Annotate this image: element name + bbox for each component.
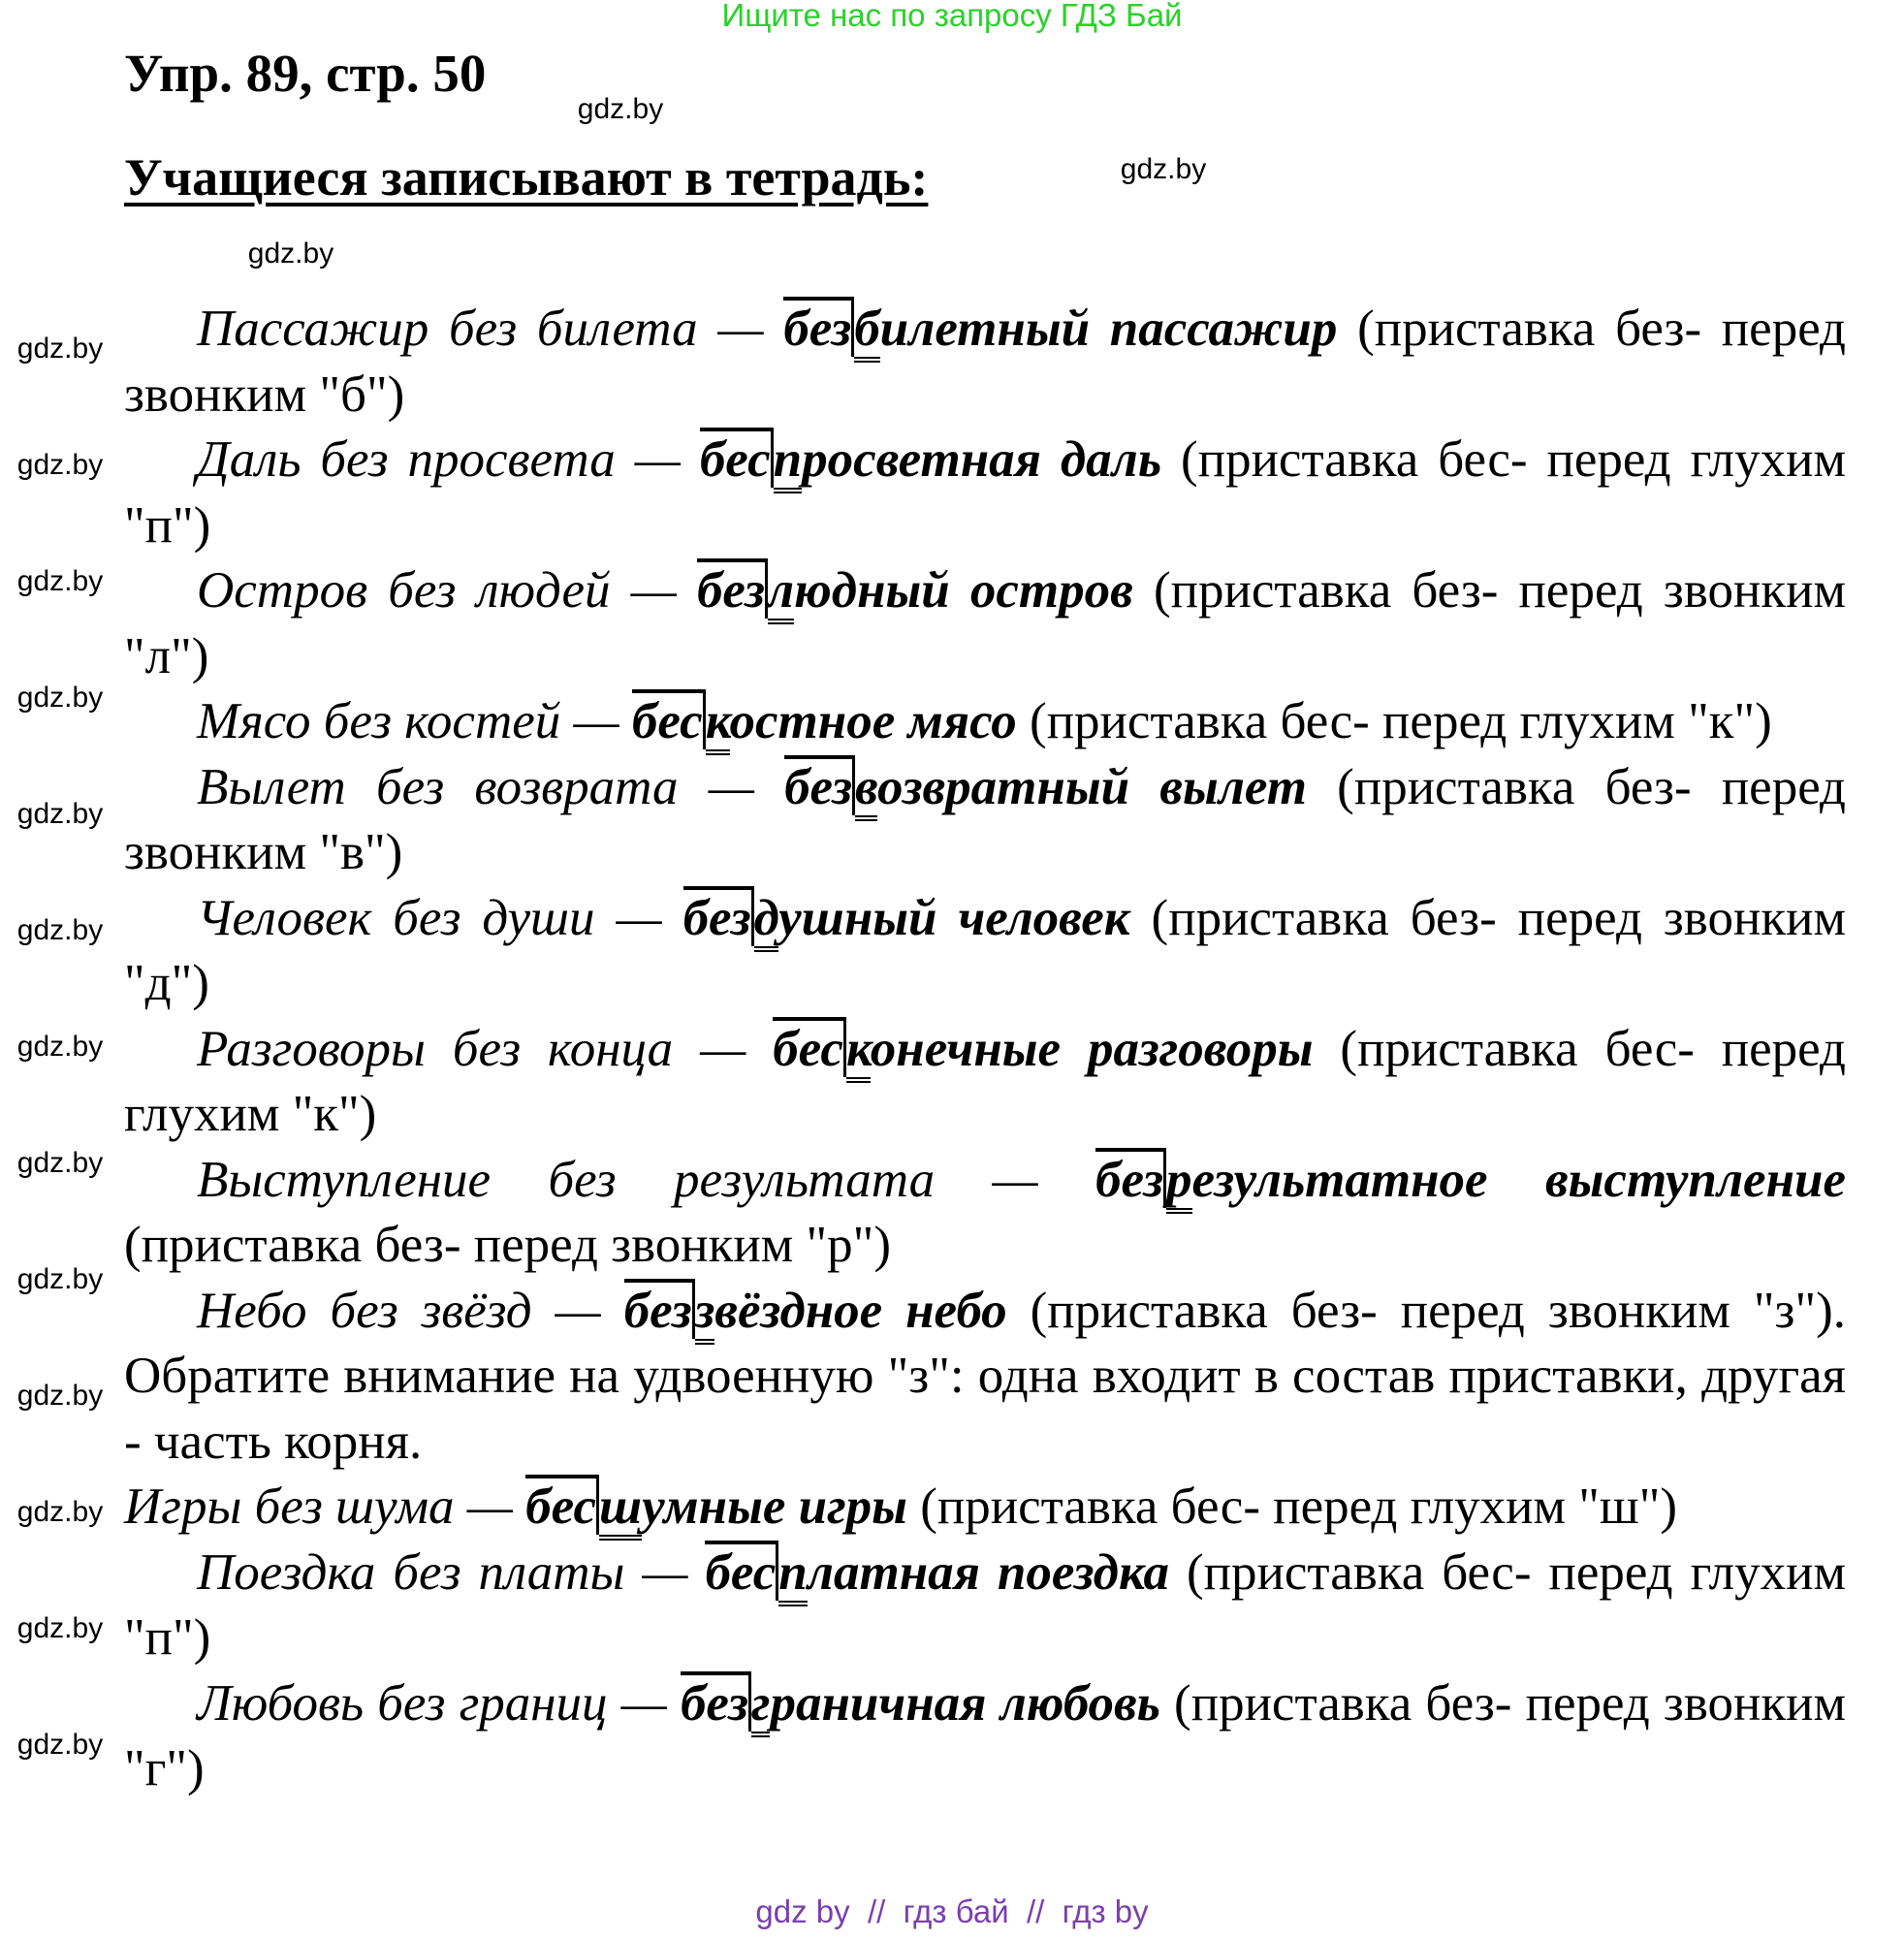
explanation: (приставка без- перед звонким "д"): [124, 889, 1846, 1011]
entry-9: [124, 1279, 1846, 1476]
entry-2: [124, 428, 1846, 558]
answer-rest: росветная даль: [802, 431, 1162, 488]
prefix-marked: без: [624, 1279, 695, 1339]
watermark-text: gdz.by: [16, 682, 104, 714]
entry-6: [124, 886, 1846, 1017]
watermark-text: gdz.by: [16, 1612, 104, 1644]
source-phrase: Поездка без платы —: [197, 1543, 706, 1601]
source-phrase: Игры без шума —: [124, 1478, 526, 1535]
answer-rest: езультатное выступление: [1191, 1151, 1846, 1208]
source-phrase: Мясо без костей —: [197, 693, 632, 749]
footer-links: gdz by // гдз бай // гдз by: [755, 1893, 1149, 1929]
root-consonant: г: [751, 1675, 771, 1737]
prefix-marked: без: [784, 755, 855, 815]
answer-phrase: [525, 1475, 907, 1541]
answer-rest: ушный человек: [778, 889, 1130, 946]
source-phrase: Остров без людей —: [197, 562, 697, 619]
answer-rest: юдный остров: [794, 562, 1133, 619]
answer-rest: илетный пассажир: [879, 301, 1338, 357]
watermark-text: gdz.by: [16, 1496, 104, 1528]
entry-11: [124, 1541, 1846, 1671]
answer-rest: умные игры: [642, 1478, 907, 1535]
watermark-text: gdz.by: [16, 565, 104, 597]
entry-7: [124, 1017, 1846, 1148]
root-consonant: з: [695, 1283, 715, 1345]
prefix-marked: без: [1095, 1148, 1166, 1208]
answer-rest: остное мясо: [729, 693, 1017, 749]
source-phrase: Пассажир без билета —: [197, 301, 784, 357]
entry-3: [124, 558, 1846, 689]
root-consonant: д: [754, 890, 779, 952]
exercise-title: Упр. 89, стр. 50: [124, 44, 487, 103]
root-consonant: п: [778, 1544, 807, 1606]
entry-4: [124, 689, 1846, 755]
root-consonant: в: [855, 759, 877, 821]
entry-12: [124, 1671, 1846, 1802]
root-consonant: р: [1166, 1152, 1192, 1214]
prefix-marked: без: [683, 886, 754, 946]
entry-10: [124, 1475, 1846, 1541]
explanation: (приставка бес- перед глухим "п"): [124, 1543, 1846, 1666]
source-phrase: Человек без души —: [197, 889, 683, 946]
watermark-text: gdz.by: [577, 93, 664, 125]
watermark-text: gdz.by: [1120, 153, 1207, 185]
prefix-marked: бес: [705, 1541, 778, 1601]
answer-rest: вёздное небо: [714, 1282, 1007, 1339]
source-phrase: Даль без просвета —: [197, 431, 700, 488]
source-phrase: Вылет без возврата —: [197, 758, 785, 815]
answer-phrase: [683, 886, 1130, 952]
subtitle: Учащиеся записывают в тетрадь:: [124, 148, 929, 207]
answer-phrase: [632, 689, 1017, 755]
source-phrase: Любовь без границ —: [197, 1674, 681, 1732]
answer-rest: онечные разговоры: [870, 1020, 1314, 1077]
prefix-marked: без: [681, 1671, 751, 1732]
watermark-text: gdz.by: [16, 798, 104, 830]
root-consonant: б: [854, 301, 879, 363]
explanation: (приставка без- перед звонким "в"): [124, 758, 1847, 880]
root-consonant: п: [774, 431, 802, 493]
watermark-text: gdz.by: [16, 914, 104, 946]
explanation: (приставка без- перед звонким "г"): [124, 1674, 1847, 1796]
watermark-text: gdz.by: [16, 1263, 104, 1295]
root-consonant: к: [706, 693, 730, 755]
answer-phrase: [773, 1017, 1313, 1083]
watermark-text: gdz.by: [16, 333, 104, 365]
answer-phrase: [624, 1279, 1007, 1345]
watermark-text: gdz.by: [247, 238, 334, 270]
prefix-marked: без: [783, 297, 854, 357]
source-phrase: Выступление без результата —: [197, 1151, 1096, 1208]
source-phrase: Разговоры без конца —: [197, 1020, 774, 1077]
answer-phrase: [700, 428, 1161, 493]
explanation: (приставка бес- перед глухим "ш"): [906, 1478, 1678, 1535]
entry-5: [124, 755, 1846, 886]
prefix-marked: бес: [632, 689, 706, 749]
top-banner: Ищите нас по запросу ГДЗ Бай: [721, 0, 1183, 33]
answer-rest: раничная любовь: [770, 1674, 1160, 1732]
answer-phrase: [784, 755, 1307, 821]
root-consonant: к: [846, 1021, 871, 1083]
watermark-text: gdz.by: [16, 449, 104, 481]
answer-rest: озвратный вылет: [877, 758, 1307, 815]
explanation: (приставка без- перед звонким "р"): [124, 1217, 891, 1273]
explanation: (приставка бес- перед глухим "к"): [1016, 693, 1772, 749]
root-consonant: л: [768, 562, 794, 624]
prefix-marked: бес: [525, 1475, 599, 1535]
root-consonant: ш: [599, 1478, 642, 1541]
explanation: (приставка без- перед звонким "б"): [124, 301, 1846, 423]
watermark-text: gdz.by: [16, 1031, 104, 1063]
explanation: (приставка бес- перед глухим "п"): [124, 431, 1846, 554]
entry-8: [124, 1148, 1846, 1279]
prefix-marked: без: [697, 558, 768, 619]
exercise-body: [124, 297, 1846, 1802]
explanation: (приставка бес- перед глухим "к"): [124, 1020, 1846, 1142]
answer-phrase: [697, 558, 1133, 624]
entry-1: [124, 297, 1846, 428]
prefix-marked: бес: [773, 1017, 846, 1077]
answer-phrase: [705, 1541, 1169, 1606]
watermark-text: gdz.by: [16, 1729, 104, 1761]
watermark-text: gdz.by: [16, 1380, 104, 1412]
answer-phrase: [783, 297, 1337, 363]
watermark-text: gdz.by: [16, 1147, 104, 1179]
answer-rest: латная поездка: [807, 1543, 1170, 1601]
source-phrase: Небо без звёзд —: [197, 1282, 624, 1339]
prefix-marked: бес: [700, 428, 774, 488]
explanation: (приставка без- перед звонким "л"): [124, 562, 1846, 684]
answer-phrase: [681, 1671, 1160, 1737]
answer-phrase: [1095, 1148, 1846, 1214]
explanation: (приставка без- перед звонким "з"). Обратите внимание на удвоенную "з": одна входит в состав приставки, другая - часть корня.: [124, 1282, 1847, 1470]
